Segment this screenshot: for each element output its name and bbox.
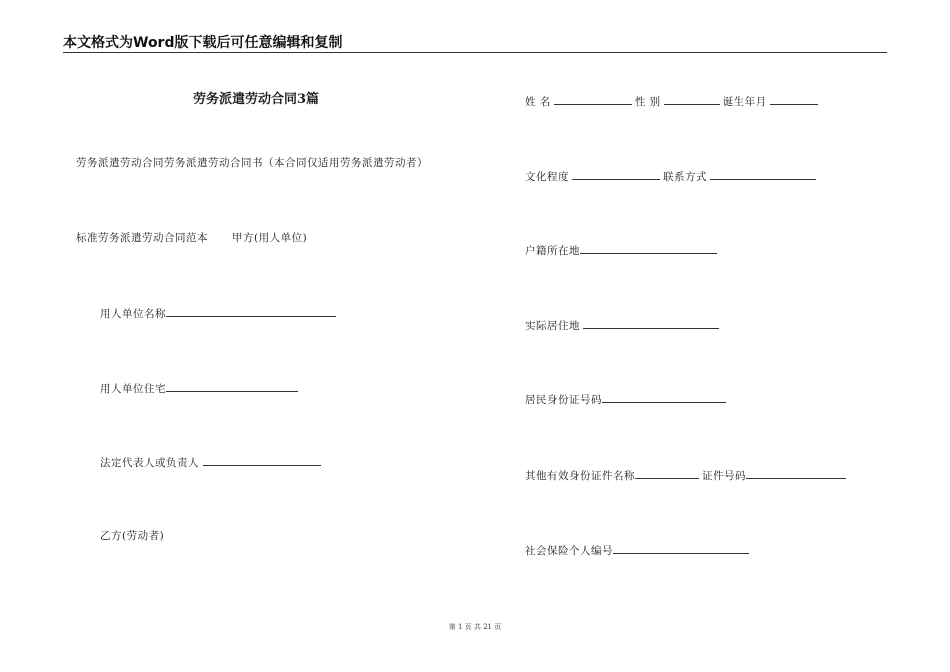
template-label: 标准劳务派遣劳动合同范本 — [76, 232, 208, 244]
residence-blank[interactable] — [583, 317, 719, 329]
intro-text: 劳务派遣劳动合同劳务派遣劳动合同书（本合同仅适用劳务派遣劳动者） — [76, 157, 428, 169]
education-blank[interactable] — [572, 168, 660, 180]
birth-label: 诞生年月 — [722, 96, 767, 108]
other-id-line — [525, 467, 849, 483]
party-a-label: 甲方(用人单位) — [232, 232, 308, 244]
social-security-label: 社会保险个人编号 — [525, 545, 613, 557]
party-b-line — [100, 529, 164, 543]
gender-blank[interactable] — [664, 93, 720, 105]
id-number-blank[interactable] — [746, 467, 846, 479]
employer-name-label: 用人单位名称 — [100, 308, 166, 320]
residence-label: 实际居住地 — [525, 320, 580, 332]
residence-line — [525, 317, 722, 333]
gender-label: 性 别 — [634, 96, 661, 108]
legal-rep-blank[interactable] — [203, 454, 321, 466]
employer-address-line — [100, 380, 301, 396]
hukou-blank[interactable] — [580, 242, 717, 254]
header-notice: 本文格式为Word版下载后可任意编辑和复制 — [63, 35, 343, 51]
id-number-line — [525, 391, 729, 407]
document-title: 劳务派遣劳动合同3篇 — [193, 92, 320, 107]
id-blank[interactable] — [602, 391, 726, 403]
education-contact-line — [525, 168, 819, 184]
other-id-blank[interactable] — [635, 467, 699, 479]
contact-label: 联系方式 — [663, 171, 707, 183]
page-header — [63, 34, 887, 53]
hukou-line — [525, 242, 720, 258]
employer-address-blank[interactable] — [166, 380, 298, 392]
template-line — [76, 231, 307, 245]
employer-name-line — [100, 305, 339, 321]
hukou-label: 户籍所在地 — [525, 245, 580, 257]
legal-rep-label: 法定代表人或负责人 — [100, 457, 199, 469]
other-id-label: 其他有效身份证件名称 — [525, 470, 635, 482]
birth-blank[interactable] — [770, 93, 818, 105]
intro-line — [76, 156, 428, 170]
name-label: 姓 名 — [525, 96, 551, 108]
social-security-blank[interactable] — [613, 542, 749, 554]
education-label: 文化程度 — [525, 171, 569, 183]
contact-blank[interactable] — [710, 168, 816, 180]
legal-rep-line — [100, 454, 324, 470]
id-number-label: 证件号码 — [702, 470, 746, 482]
id-label: 居民身份证号码 — [525, 394, 602, 406]
personal-info-line — [525, 93, 821, 109]
social-security-line — [525, 542, 752, 558]
employer-name-blank[interactable] — [166, 305, 336, 317]
name-blank[interactable] — [554, 93, 632, 105]
employer-address-label: 用人单位住宅 — [100, 383, 166, 395]
page-footer: 第 1 页 共 21 页 — [448, 623, 502, 631]
party-b-label: 乙方(劳动者) — [100, 530, 165, 542]
